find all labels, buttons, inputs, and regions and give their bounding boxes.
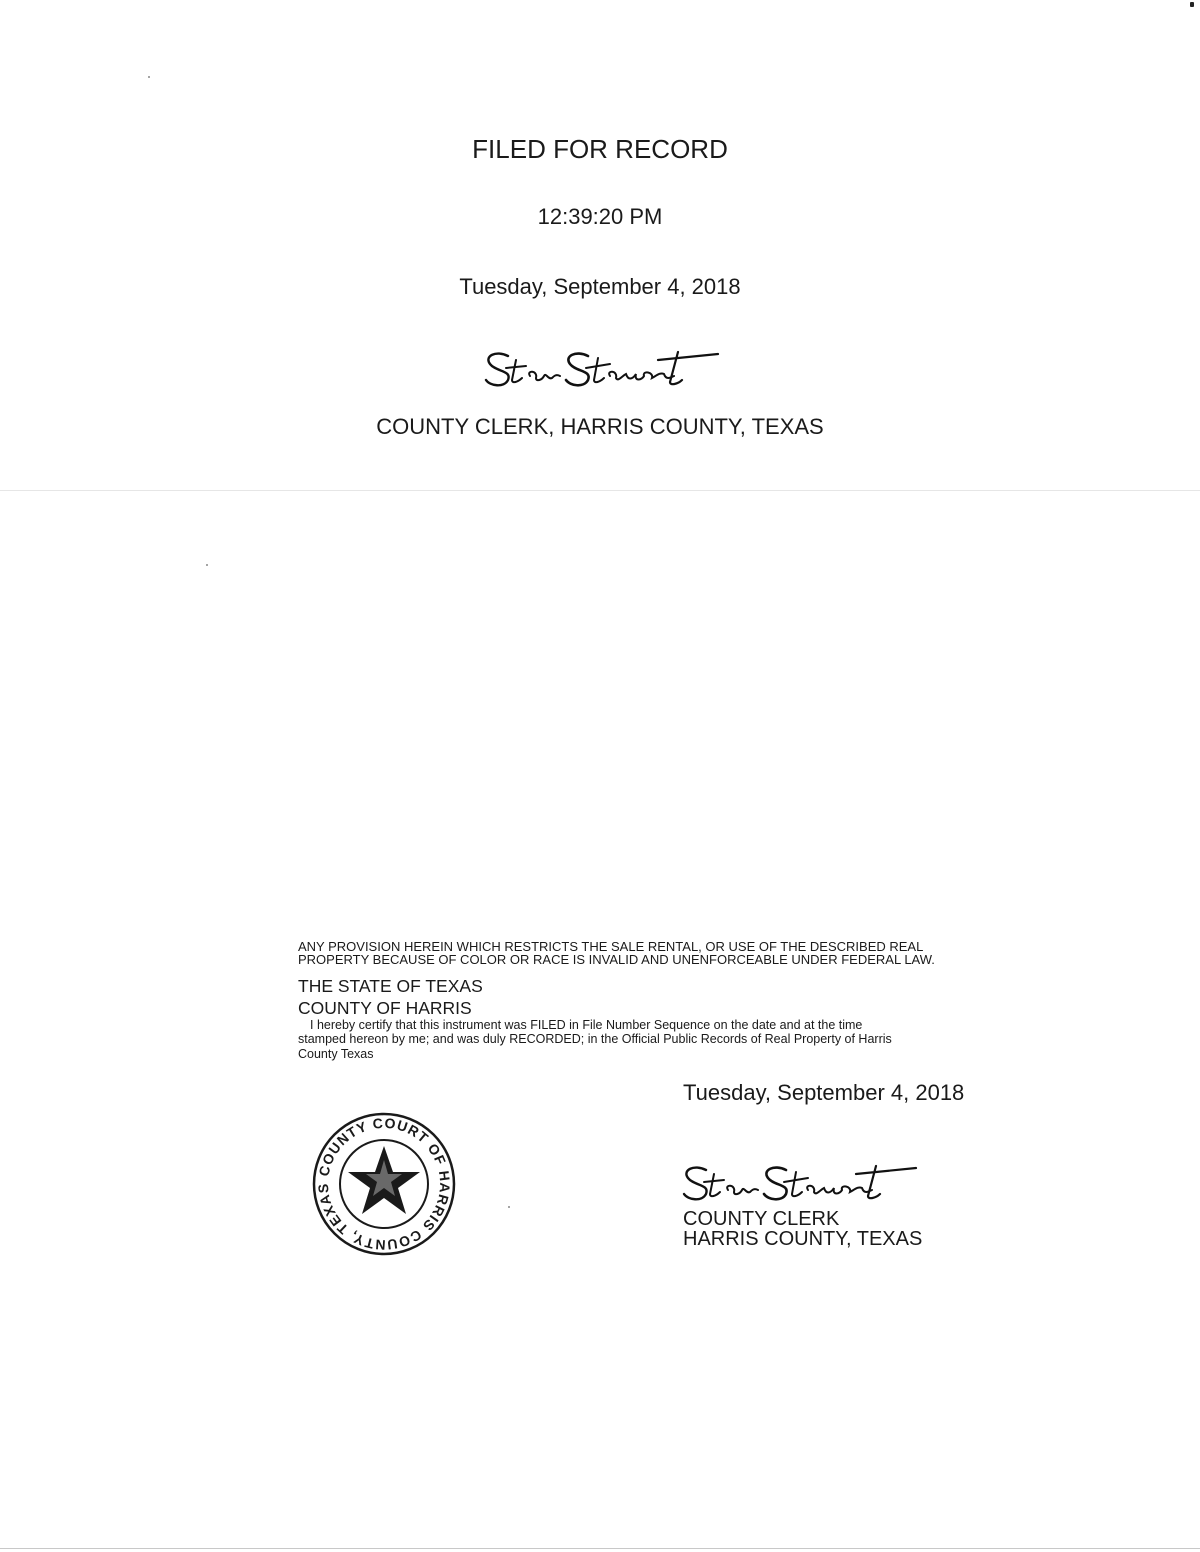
filed-time: 12:39:20 PM — [537, 204, 663, 229]
county-of-harris: COUNTY OF HARRIS — [298, 998, 472, 1018]
svg-text:COUNTY COURT OF HARRIS COUNTY,: COUNTY COURT OF HARRIS COUNTY, TEXAS — [314, 1114, 454, 1254]
certify-line-1: I hereby certify that this instrument was FILED in File Number Sequence on the date and at the time — [310, 1018, 863, 1032]
certify-line-3: County Texas — [298, 1047, 374, 1061]
scan-bottom-edge — [0, 1548, 1200, 1549]
scan-speck — [1190, 2, 1194, 7]
scan-fold-line — [0, 490, 1200, 491]
clerk-title-top: COUNTY CLERK, HARRIS COUNTY, TEXAS — [376, 414, 824, 439]
scan-speck — [148, 76, 150, 78]
clerk-signature-top — [482, 346, 722, 394]
clerk-signature-bottom — [680, 1160, 920, 1208]
certificate-date: Tuesday, September 4, 2018 — [683, 1080, 965, 1105]
county-court-seal — [308, 1108, 460, 1265]
clerk-county-bottom: HARRIS COUNTY, TEXAS — [683, 1228, 923, 1250]
clerk-title-bottom: COUNTY CLERK — [683, 1208, 840, 1230]
provision-line-2: PROPERTY BECAUSE OF COLOR OR RACE IS INVALID AND UNENFORCEABLE UNDER FEDERAL LAW. — [298, 952, 935, 967]
filed-heading: FILED FOR RECORD — [472, 134, 728, 164]
scan-speck — [508, 1206, 510, 1208]
filed-date: Tuesday, September 4, 2018 — [459, 274, 741, 299]
certify-line-2: stamped hereon by me; and was duly RECORDED; in the Official Public Records of Real Property of Harris — [298, 1032, 892, 1046]
state-of-texas: THE STATE OF TEXAS — [298, 976, 483, 996]
provision-line-1: ANY PROVISION HEREIN WHICH RESTRICTS THE SALE RENTAL, OR USE OF THE DESCRIBED REAL — [298, 939, 924, 954]
scan-speck — [206, 564, 208, 566]
